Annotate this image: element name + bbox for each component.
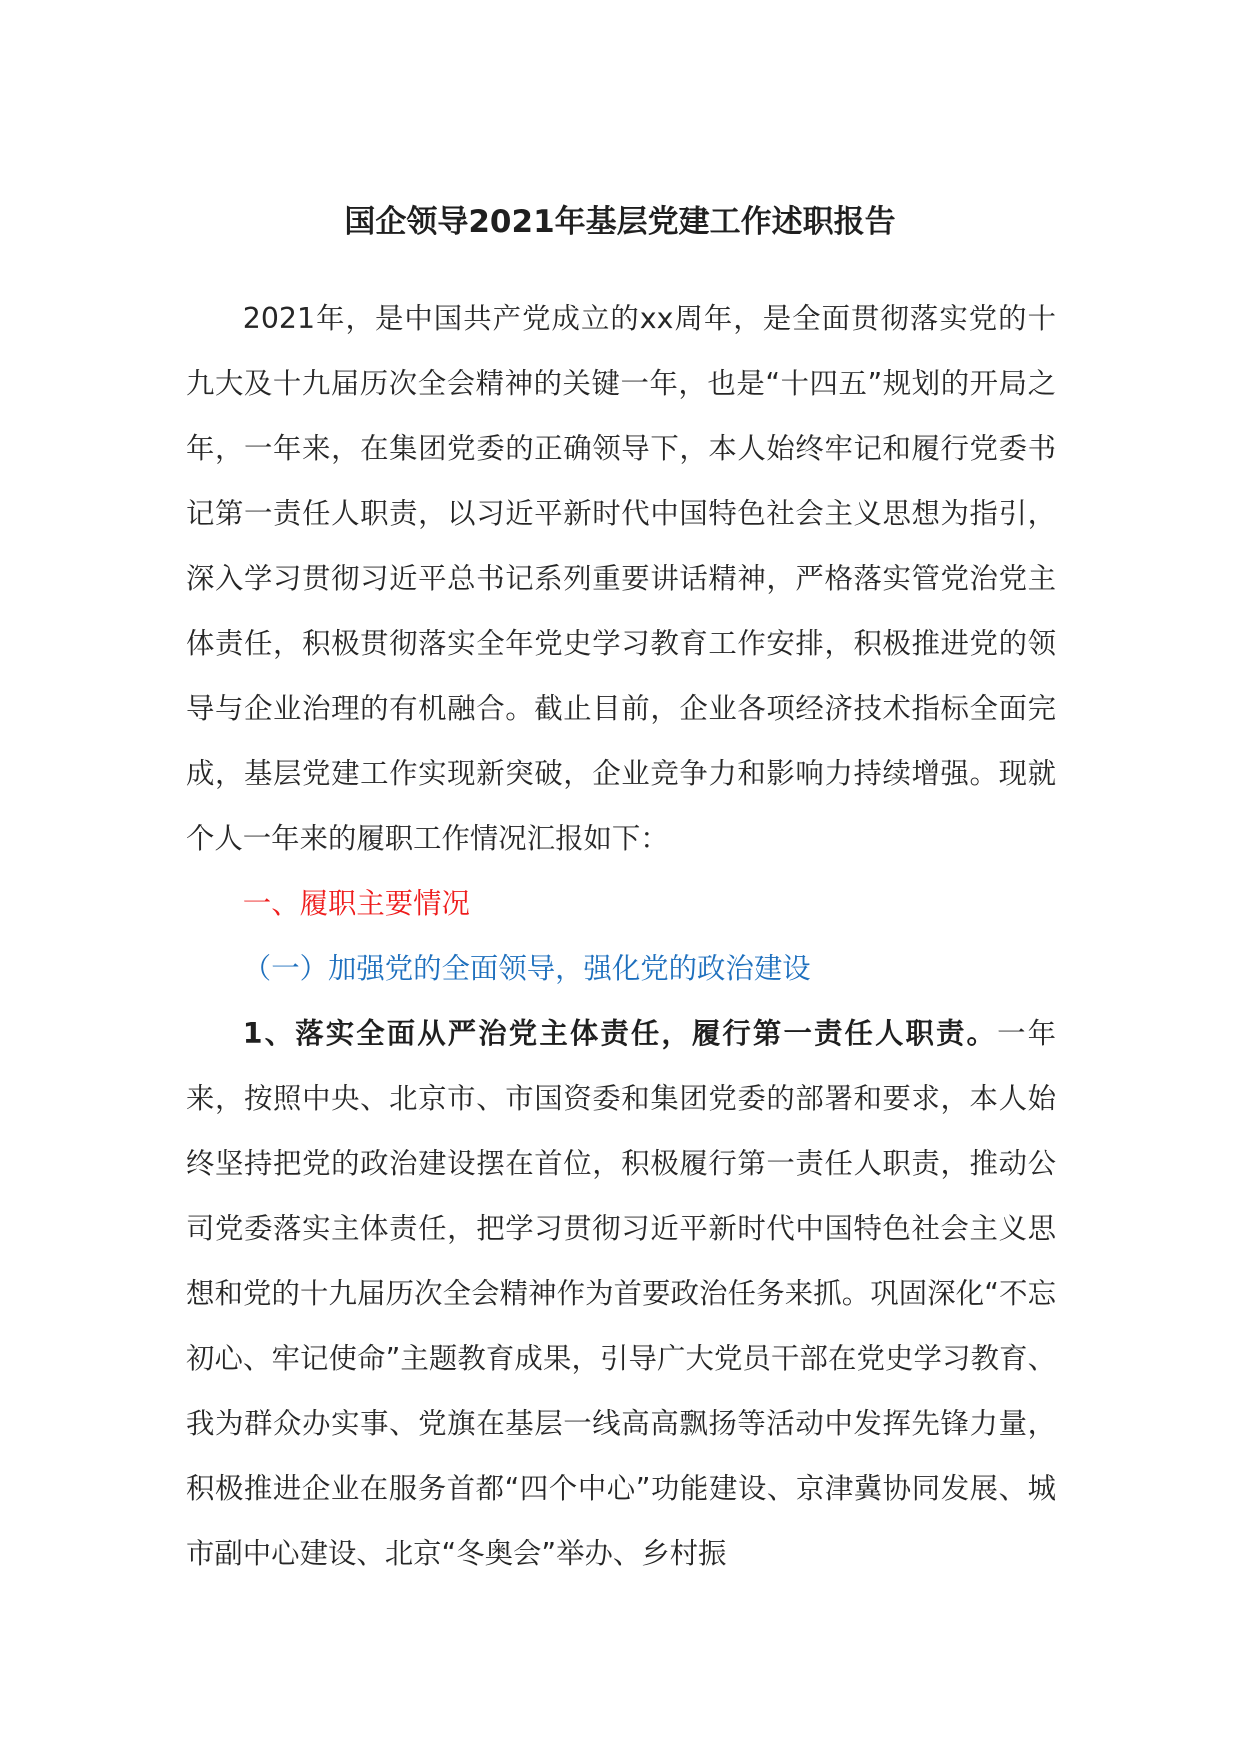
document-body (186, 286, 1056, 1586)
item-1-paragraph (186, 1001, 1056, 1586)
item-1-lead: 1、落实全面从严治党主体责任，履行第一责任人职责。 (242, 1017, 998, 1050)
document-title: 国企领导2021年基层党建工作述职报告 (344, 204, 896, 240)
section-heading: 一、履职主要情况 (242, 887, 470, 920)
subsection-heading: （一）加强党的全面领导，强化党的政治建设 (242, 952, 811, 985)
intro-paragraph: 2021年，是中国共产党成立的xx周年，是全面贯彻落实党的十九大及十九届历次全会精神的关键一年，也是“十四五”规划的开局之年，一年来，在集团党委的正确领导下，本人始终牢记和履行党委书记第一责任人职责，以习近平新时代中国特色社会主义思想为指引，深入学习贯彻习近平总书记系列重要讲话精神，严格落实管党治党主体责任，积极贯彻落实全年党史学习教育工作安排，积极推进党的领导与企业治理的有机融合。截止目前，企业各项经济技术指标全面完成，基层党建工作实现新突破，企业竞争力和影响力持续增强。现就个人一年来的履职工作情况汇报如下： (186, 302, 1056, 855)
item-1-text: 一年来，按照中央、北京市、市国资委和集团党委的部署和要求，本人始终坚持把党的政治建设摆在首位，积极履行第一责任人职责，推动公司党委落实主体责任，把学习贯彻习近平新时代中国特色社会主义思想和党的十九届历次全会精神作为首要政治任务来抓。巩固深化“不忘初心、牢记使命”主题教育成果，引导广大党员干部在党史学习教育、我为群众办实事、党旗在基层一线高高飘扬等活动中发挥先锋力量，积极推进企业在服务首都“四个中心”功能建设、京津冀协同发展、城市副中心建设、北京“冬奥会”举办、乡村振 (186, 1017, 1056, 1570)
